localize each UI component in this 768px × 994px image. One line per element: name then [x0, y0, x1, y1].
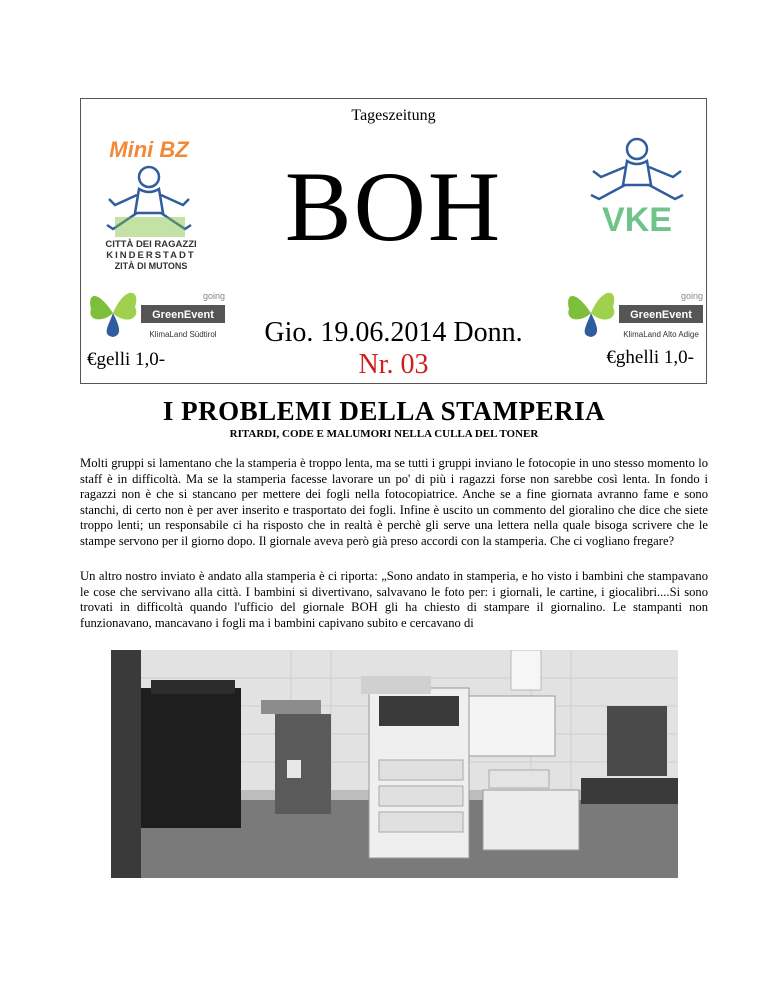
- greenevent-sub-right: KlimaLand Alto Adige: [623, 330, 699, 339]
- newspaper-kicker: Tageszeitung: [351, 107, 436, 124]
- article-headline: I PROBLEMI DELLA STAMPERIA: [162, 396, 606, 426]
- price-right: €ghelli 1,0-: [606, 347, 694, 368]
- going-label-left: going: [202, 291, 225, 301]
- newspaper-title: BOH: [284, 151, 503, 262]
- greenevent-brand-left: GreenEvent: [152, 309, 214, 321]
- masthead: [80, 98, 707, 384]
- mini-bz-line3: ZITÀ DI MUTONS: [114, 261, 188, 271]
- printer-white: [469, 696, 555, 756]
- price-left: €gelli 1,0-: [87, 349, 166, 370]
- issue-date: Gio. 19.06.2014 Donn.: [264, 317, 523, 348]
- article-paragraph: Molti gruppi si lamentano che la stamperia è troppo lenta, ma se tutti i gruppi inviano le fotocopie in uno stesso momento lo staff è in difficoltà. Ma se la stamperia facesse lavorare un po' di più i ragazzi forse non sarebbe così lenta. In fondo i ragazzi non è che si stancano per mettere dei fogli nella fotocopiatrice. Anche se a fine giornata avranno fame e sono stanchi, di certo non è per aver inserito e trasportato dei fogli. Infine è uscito un commento del gioralino che dice che siete troppo lenti; un responsabile ci ha risposto che in realtà è perchè gli serve una lettera nella quale bisoga scrivere che le stampe servono per il giorno dopo. Il giornale aveva però già preso accordi con la stamperia. Che ci vogliano fregare?: [80, 456, 708, 548]
- butterfly-icon: [90, 296, 113, 319]
- cabinet-dark: [607, 706, 667, 776]
- vke-child-figure-icon: [591, 139, 683, 199]
- issue-number: Nr. 03: [358, 349, 429, 380]
- greenevent-sub-left: KlimaLand Südtirol: [149, 330, 217, 339]
- greenevent-logo-left: [83, 279, 233, 343]
- article-paragraph: Un altro nostro inviato è andato alla stamperia è ci riporta: „Sono andato in stamperia, e ho visto i bambini che stampavano le cose che servivano alla città. I bambini si divertivano, salvavano le foto per: i giornali, le cartine, i giocalibri....Si sono trovati in difficoltà quando l'ufficio del giornale BOH gli ha chiesto di stampare il giornalino. Le stampanti non funzionavano, mancavano i fogli ma i bambini capivano subito e cercavano di: [80, 569, 708, 630]
- vke-logo: [577, 135, 697, 240]
- butterfly-icon: [568, 296, 591, 319]
- print-room-photo: [111, 650, 678, 878]
- wall-shelf: [261, 700, 321, 714]
- greenevent-logo-right: [561, 279, 711, 343]
- town-silhouette-icon: [115, 217, 185, 237]
- greenevent-brand-right: GreenEvent: [630, 309, 692, 321]
- going-label-right: going: [680, 291, 703, 301]
- mini-bz-line2: KINDERSTADT: [106, 250, 196, 261]
- mini-bz-logo: [87, 133, 217, 273]
- vke-wordmark: VKE: [602, 201, 672, 239]
- trash-bin: [275, 714, 331, 814]
- mini-bz-wordmark: Mini BZ: [109, 137, 189, 162]
- article-subheadline: RITARDI, CODE E MALUMORI NELLA CULLA DEL TONER: [229, 428, 539, 440]
- mini-bz-line1: CITTÀ DEI RAGAZZI: [105, 239, 197, 250]
- copier-black: [141, 688, 241, 828]
